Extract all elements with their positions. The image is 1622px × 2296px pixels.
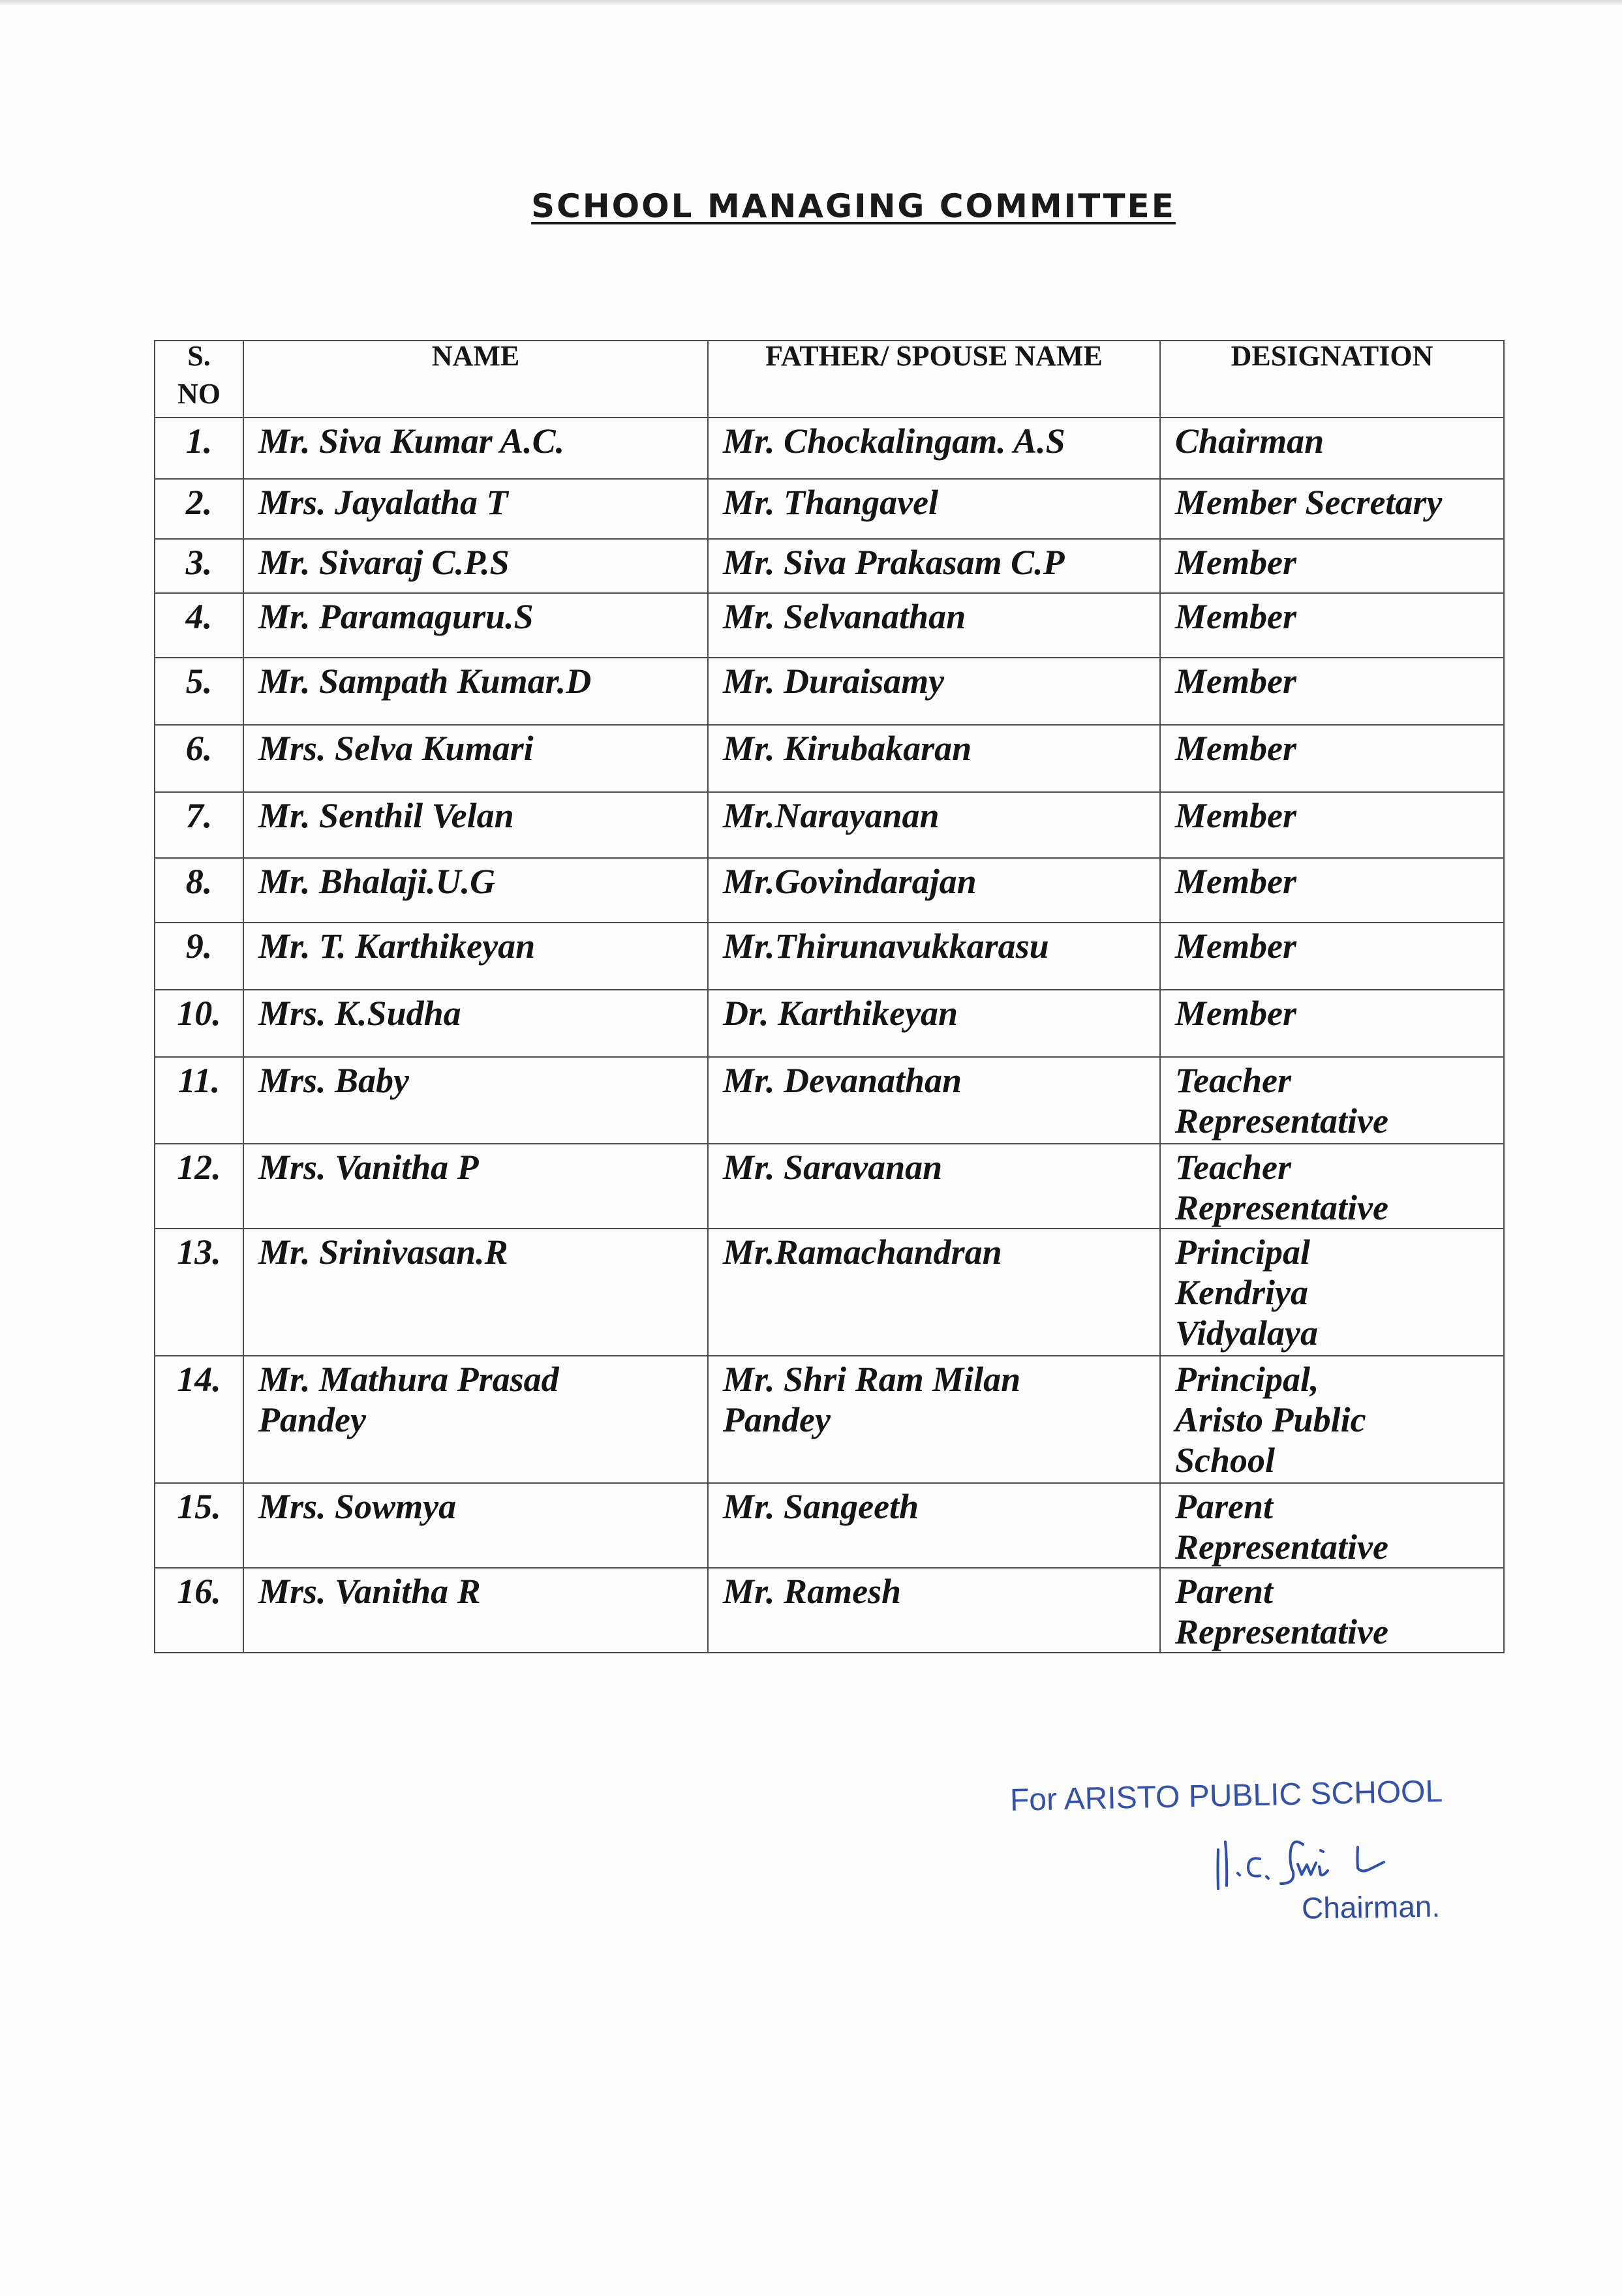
cell-father-spouse-name: Dr. Karthikeyan [708,990,1160,1057]
committee-table [154,340,1505,1653]
table-row [155,593,1504,658]
table-row [155,1229,1504,1356]
cell-name: Mr. Sivaraj C.P.S [243,539,708,593]
cell-name: Mr. Mathura Prasad Pandey [243,1356,708,1483]
stamp-for-line: For ARISTO PUBLIC SCHOOL [1009,1774,1443,1818]
table-row [155,479,1504,539]
table-row [155,1144,1504,1229]
table-header-row [155,341,1504,418]
header-sno [155,341,243,418]
cell-sno: 9. [155,923,243,990]
cell-father-spouse-name: Mr. Thangavel [708,479,1160,539]
table-row [155,1356,1504,1483]
cell-designation: Principal, Aristo Public School [1160,1356,1504,1483]
table-row [155,990,1504,1057]
table-row [155,858,1504,923]
table-row [155,1568,1504,1653]
cell-name: Mrs. Jayalatha T [243,479,708,539]
cell-designation: Member [1160,990,1504,1057]
table-row [155,923,1504,990]
cell-sno: 8. [155,858,243,923]
cell-sno: 12. [155,1144,243,1229]
cell-father-spouse-name: Mr.Thirunavukkarasu [708,923,1160,990]
cell-sno: 1. [155,418,243,479]
table-row [155,418,1504,479]
cell-name: Mr. Siva Kumar A.C. [243,418,708,479]
cell-name: Mrs. Selva Kumari [243,725,708,792]
cell-father-spouse-name: Mr. Selvanathan [708,593,1160,658]
cell-designation: Chairman [1160,418,1504,479]
cell-designation: Member [1160,923,1504,990]
cell-name: Mr. T. Karthikeyan [243,923,708,990]
table-row [155,539,1504,593]
cell-name: Mr. Sampath Kumar.D [243,658,708,725]
cell-designation: Member [1160,858,1504,923]
cell-name: Mrs. Vanitha R [243,1568,708,1653]
cell-designation: Parent Representative [1160,1483,1504,1568]
cell-name: Mr. Srinivasan.R [243,1229,708,1356]
cell-father-spouse-name: Mr. Devanathan [708,1057,1160,1144]
cell-father-spouse-name: Mr. Chockalingam. A.S [708,418,1160,479]
cell-designation: Member [1160,725,1504,792]
header-designation-label: DESIGNATION [1231,341,1433,372]
cell-designation: Teacher Representative [1160,1144,1504,1229]
header-designation [1160,341,1504,418]
cell-name: Mrs. Sowmya [243,1483,708,1568]
cell-sno: 14. [155,1356,243,1483]
header-sno-label: S. NO [177,341,221,410]
cell-father-spouse-name: Mr.Narayanan [708,792,1160,858]
cell-father-spouse-name: Mr. Siva Prakasam C.P [708,539,1160,593]
cell-father-spouse-name: Mr. Kirubakaran [708,725,1160,792]
cell-name: Mr. Senthil Velan [243,792,708,858]
cell-sno: 15. [155,1483,243,1568]
cell-designation: Teacher Representative [1160,1057,1504,1144]
cell-sno: 7. [155,792,243,858]
cell-father-spouse-name: Mr.Govindarajan [708,858,1160,923]
cell-sno: 2. [155,479,243,539]
cell-name: Mr. Paramaguru.S [243,593,708,658]
cell-sno: 13. [155,1229,243,1356]
chairman-signature [1210,1830,1393,1895]
table-row [155,1057,1504,1144]
cell-designation: Member [1160,539,1504,593]
table-row [155,658,1504,725]
cell-designation: Member [1160,658,1504,725]
cell-sno: 16. [155,1568,243,1653]
cell-father-spouse-name: Mr. Sangeeth [708,1483,1160,1568]
header-name-label: NAME [431,341,520,372]
scan-top-edge [0,0,1622,5]
cell-father-spouse-name: Mr. Saravanan [708,1144,1160,1229]
cell-sno: 3. [155,539,243,593]
stamp-designation: Chairman. [1301,1889,1441,1925]
cell-designation: Member Secretary [1160,479,1504,539]
page-title: SCHOOL MANAGING COMMITTEE [531,187,1176,225]
header-father-spouse-name [708,341,1160,418]
cell-father-spouse-name: Mr. Ramesh [708,1568,1160,1653]
cell-father-spouse-name: Mr. Shri Ram Milan Pandey [708,1356,1160,1483]
cell-father-spouse-name: Mr.Ramachandran [708,1229,1160,1356]
cell-name: Mrs. K.Sudha [243,990,708,1057]
cell-sno: 5. [155,658,243,725]
committee-table-body [155,418,1504,1653]
cell-designation: Principal Kendriya Vidyalaya [1160,1229,1504,1356]
cell-sno: 11. [155,1057,243,1144]
table-row [155,725,1504,792]
cell-designation: Member [1160,593,1504,658]
table-row [155,792,1504,858]
header-name [243,341,708,418]
cell-designation: Parent Representative [1160,1568,1504,1653]
cell-name: Mrs. Baby [243,1057,708,1144]
cell-sno: 4. [155,593,243,658]
cell-name: Mr. Bhalaji.U.G [243,858,708,923]
cell-sno: 10. [155,990,243,1057]
cell-sno: 6. [155,725,243,792]
header-father-spouse-name-label: FATHER/ SPOUSE NAME [765,341,1103,372]
cell-father-spouse-name: Mr. Duraisamy [708,658,1160,725]
cell-designation: Member [1160,792,1504,858]
table-row [155,1483,1504,1568]
cell-name: Mrs. Vanitha P [243,1144,708,1229]
